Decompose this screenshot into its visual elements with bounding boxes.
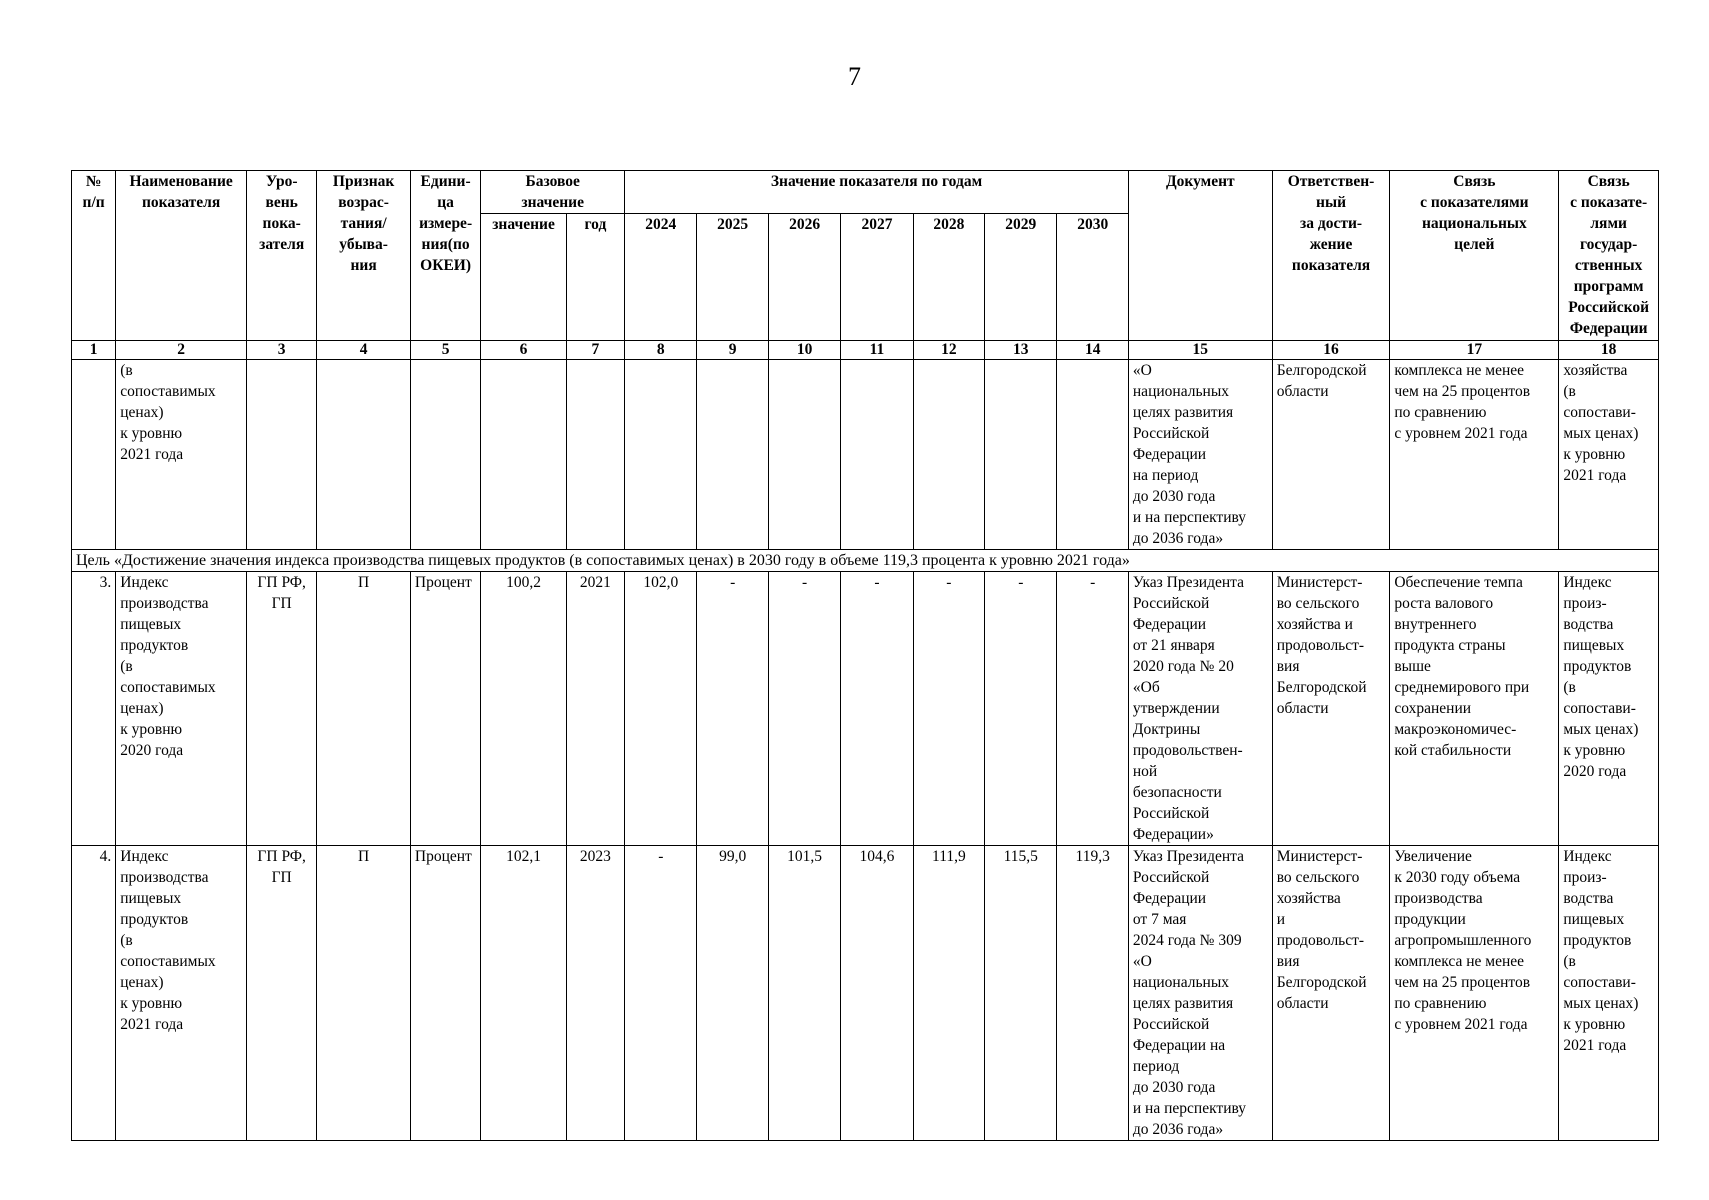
table-row bbox=[72, 846, 1659, 1141]
column-number: 13 bbox=[985, 341, 1057, 360]
header-national-goals: Связь с показателями национальных целей bbox=[1390, 171, 1559, 341]
continued-responsible: Белгородской области bbox=[1272, 360, 1390, 550]
base-value: 100,2 bbox=[481, 572, 566, 846]
continued-state-program: хозяйства (в сопостави- мых ценах) к уровню 2021 года bbox=[1559, 360, 1659, 550]
continued-row bbox=[72, 360, 1659, 550]
year-value: 101,5 bbox=[768, 846, 840, 1141]
year-value: 104,6 bbox=[841, 846, 913, 1141]
header-state-programs: Связь с показате- лями государ- ственных программ Российской Федерации bbox=[1559, 171, 1659, 341]
goal-text: Цель «Достижение значения индекса производства пищевых продуктов (в сопоставимых ценах) в 2030 году в объеме 119,3 процента к уровню 2021 года» bbox=[72, 550, 1659, 572]
column-number: 4 bbox=[317, 341, 411, 360]
column-number: 12 bbox=[913, 341, 984, 360]
national-goal-link: Обеспечение темпа роста валового внутреннего продукта страны выше среднемирового при сохранении макроэкономичес- кой стабильности bbox=[1390, 572, 1559, 846]
column-number: 8 bbox=[625, 341, 697, 360]
year-value: - bbox=[625, 846, 697, 1141]
column-number: 11 bbox=[841, 341, 913, 360]
base-year: 2023 bbox=[566, 846, 624, 1141]
column-number: 15 bbox=[1128, 341, 1272, 360]
year-value: - bbox=[913, 572, 984, 846]
table-row bbox=[72, 572, 1659, 846]
header-responsible: Ответствен- ный за дости- жение показателя bbox=[1272, 171, 1390, 341]
header-year: 2024 bbox=[625, 214, 697, 341]
indicator-name: Индекс производства пищевых продуктов (в сопоставимых ценах) к уровню 2020 года bbox=[116, 572, 247, 846]
column-number: 14 bbox=[1057, 341, 1128, 360]
header-year: 2029 bbox=[985, 214, 1057, 341]
year-value: - bbox=[985, 572, 1057, 846]
state-program-link: Индекс произ- водства пищевых продуктов (в сопостави- мых ценах) к уровню 2021 года bbox=[1559, 846, 1659, 1141]
year-value: 115,5 bbox=[985, 846, 1057, 1141]
base-value: 102,1 bbox=[481, 846, 566, 1141]
year-value: 119,3 bbox=[1057, 846, 1128, 1141]
document: Указ Президента Российской Федерации от 21 января 2020 года № 20 «Об утверждении Доктрины продовольствен- ной безопасности Российской Федерации» bbox=[1128, 572, 1272, 846]
year-value: 102,0 bbox=[625, 572, 697, 846]
year-value: - bbox=[697, 572, 768, 846]
continued-indicator-name: (в сопоставимых ценах) к уровню 2021 года bbox=[116, 360, 247, 550]
header-trend-sign: Признак возрас- тания/ убыва- ния bbox=[317, 171, 411, 341]
column-number: 16 bbox=[1272, 341, 1390, 360]
base-year: 2021 bbox=[566, 572, 624, 846]
header-document: Документ bbox=[1128, 171, 1272, 341]
goal-row bbox=[72, 550, 1659, 572]
year-value: - bbox=[841, 572, 913, 846]
column-number: 17 bbox=[1390, 341, 1559, 360]
header-year: 2030 bbox=[1057, 214, 1128, 341]
trend-sign: П bbox=[317, 846, 411, 1141]
trend-sign: П bbox=[317, 572, 411, 846]
header-year: 2028 bbox=[913, 214, 984, 341]
column-number: 18 bbox=[1559, 341, 1659, 360]
national-goal-link: Увеличение к 2030 году объема производства продукции агропромышленного комплекса не менее чем на 25 процентов по сравнению с уровнем 2021 года bbox=[1390, 846, 1559, 1141]
unit: Процент bbox=[410, 846, 480, 1141]
header-base-group: Базовое значение bbox=[481, 171, 625, 214]
header-base-value: значение bbox=[481, 214, 566, 341]
column-number: 2 bbox=[116, 341, 247, 360]
year-value: - bbox=[768, 572, 840, 846]
column-number: 10 bbox=[768, 341, 840, 360]
header-number: № п/п bbox=[72, 171, 116, 341]
header-row-1 bbox=[72, 171, 1659, 214]
header-year: 2027 bbox=[841, 214, 913, 341]
header-year: 2025 bbox=[697, 214, 768, 341]
column-number: 6 bbox=[481, 341, 566, 360]
state-program-link: Индекс произ- водства пищевых продуктов (в сопостави- мых ценах) к уровню 2020 года bbox=[1559, 572, 1659, 846]
header-years-group: Значение показателя по годам bbox=[625, 171, 1129, 214]
header-base-year: год bbox=[566, 214, 624, 341]
column-number: 1 bbox=[72, 341, 116, 360]
column-number: 5 bbox=[410, 341, 480, 360]
column-number: 7 bbox=[566, 341, 624, 360]
header-year: 2026 bbox=[768, 214, 840, 341]
indicator-level: ГП РФ, ГП bbox=[246, 846, 316, 1141]
responsible: Министерст- во сельского хозяйства и продовольст- вия Белгородской области bbox=[1272, 846, 1390, 1141]
unit: Процент bbox=[410, 572, 480, 846]
indicator-level: ГП РФ, ГП bbox=[246, 572, 316, 846]
page-number: 7 bbox=[848, 62, 861, 91]
document: Указ Президента Российской Федерации от 7 мая 2024 года № 309 «О национальных целях развития Российской Федерации на период до 2030 года и на перспективу до 2036 года» bbox=[1128, 846, 1272, 1141]
responsible: Министерст- во сельского хозяйства и продовольст- вия Белгородской области bbox=[1272, 572, 1390, 846]
column-number: 9 bbox=[697, 341, 768, 360]
column-numbers-row bbox=[72, 341, 1659, 360]
header-unit: Едини- ца измере- ния(по ОКЕИ) bbox=[410, 171, 480, 341]
indicators-table bbox=[71, 170, 1659, 1141]
header-indicator-name: Наименование показателя bbox=[116, 171, 247, 341]
year-value: - bbox=[1057, 572, 1128, 846]
year-value: 111,9 bbox=[913, 846, 984, 1141]
header-indicator-level: Уро- вень пока- зателя bbox=[246, 171, 316, 341]
year-value: 99,0 bbox=[697, 846, 768, 1141]
indicator-name: Индекс производства пищевых продуктов (в сопоставимых ценах) к уровню 2021 года bbox=[116, 846, 247, 1141]
row-number: 4. bbox=[72, 846, 116, 1141]
continued-national-goal: комплекса не менее чем на 25 процентов по сравнению с уровнем 2021 года bbox=[1390, 360, 1559, 550]
continued-document: «О национальных целях развития Российской Федерации на период до 2030 года и на перспективу до 2036 года» bbox=[1128, 360, 1272, 550]
column-number: 3 bbox=[246, 341, 316, 360]
row-number: 3. bbox=[72, 572, 116, 846]
